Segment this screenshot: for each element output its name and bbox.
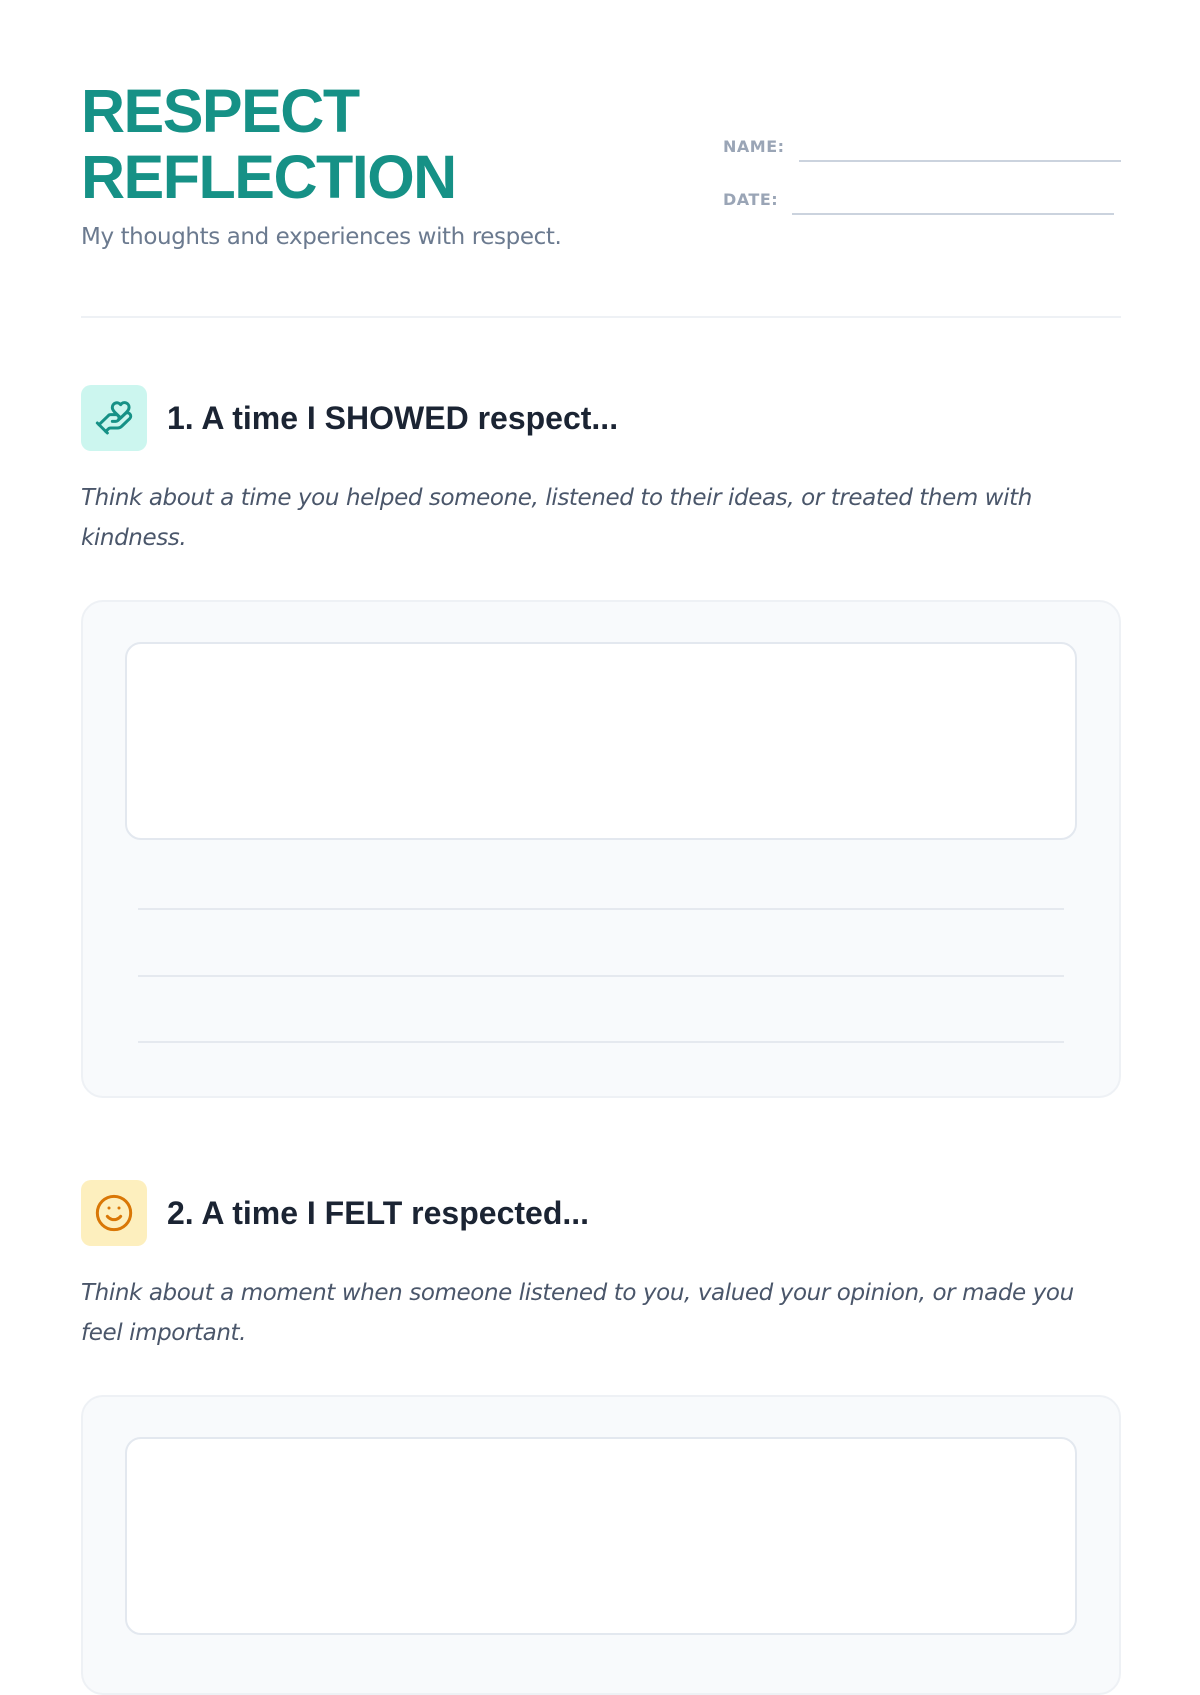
section-prompt: Think about a moment when someone listened to you, valued your opinion, or made you feel important. xyxy=(81,1280,1074,1346)
writing-line[interactable] xyxy=(138,1041,1064,1043)
answer-card xyxy=(81,600,1121,1098)
date-input-line[interactable] xyxy=(792,213,1114,215)
date-label: DATE: xyxy=(723,190,779,209)
name-input-line[interactable] xyxy=(799,160,1121,162)
section-felt-respected xyxy=(81,1180,1121,1695)
page-title xyxy=(81,78,456,210)
section-header xyxy=(81,385,1121,451)
title-line-2: REFLECTION xyxy=(81,143,456,211)
writing-line[interactable] xyxy=(138,975,1064,977)
page-subtitle: My thoughts and experiences with respect. xyxy=(81,224,562,250)
answer-text-box[interactable] xyxy=(125,642,1077,840)
answer-card xyxy=(81,1395,1121,1695)
worksheet-page xyxy=(81,0,1121,1346)
writing-line[interactable] xyxy=(138,908,1064,910)
name-field-row xyxy=(723,128,1121,164)
title-line-1: RESPECT xyxy=(81,77,359,145)
section-title: 2. A time I FELT respected... xyxy=(167,1194,590,1231)
student-info-fields xyxy=(723,128,1121,234)
worksheet-header xyxy=(81,0,1121,318)
smiley-face-icon xyxy=(81,1180,147,1246)
section-prompt: Think about a time you helped someone, listened to their ideas, or treated them with kindness. xyxy=(81,485,1032,551)
answer-text-box[interactable] xyxy=(125,1437,1077,1635)
section-showed-respect xyxy=(81,385,1121,1098)
date-field-row xyxy=(723,181,1121,217)
section-header xyxy=(81,1180,1121,1246)
section-title: 1. A time I SHOWED respect... xyxy=(167,399,619,436)
name-label: NAME: xyxy=(723,137,785,156)
helping-hand-heart-icon xyxy=(81,385,147,451)
